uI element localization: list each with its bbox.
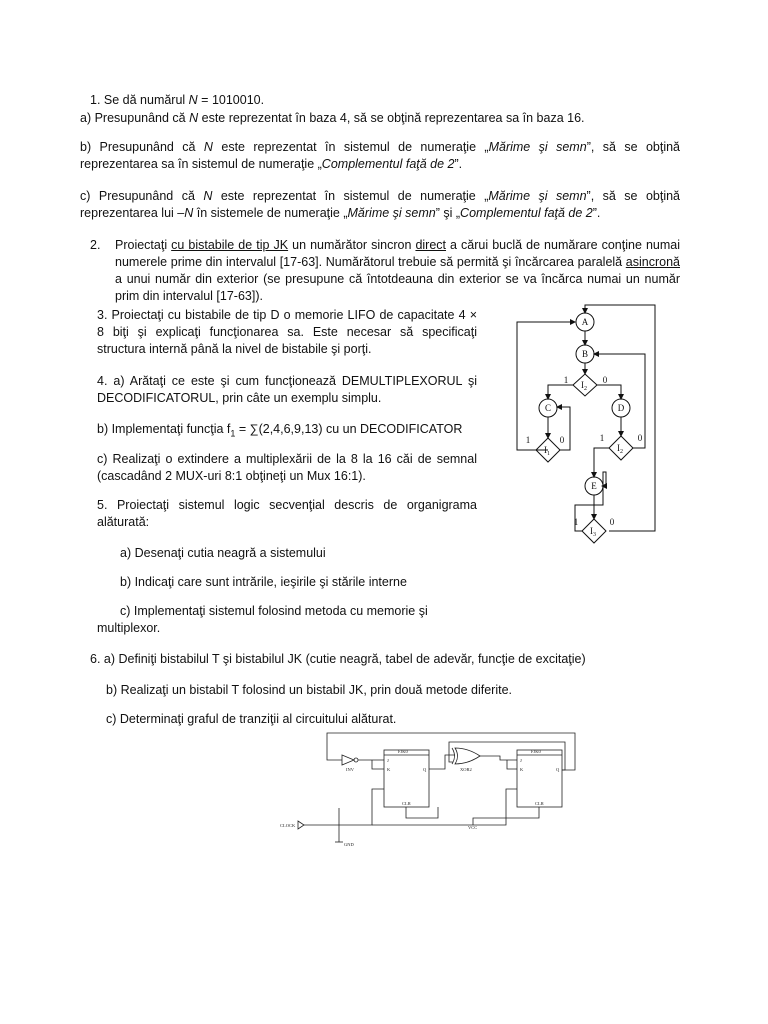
q1-statement: 1. Se dă numărul N = 1010010. [90, 93, 265, 107]
flowchart-diagram [505, 300, 690, 550]
svg-text:Q: Q [423, 767, 427, 772]
svg-text:E: E [591, 481, 597, 491]
svg-text:VCC: VCC [468, 825, 478, 830]
circuit-diagram [270, 725, 590, 850]
q5-part-c: c) Implementaţi sistemul folosind metoda cu memorie şi multiplexor. [97, 604, 428, 635]
svg-text:GND: GND [344, 842, 354, 847]
svg-text:0: 0 [602, 375, 608, 385]
svg-text:1: 1 [563, 375, 569, 385]
ff2-box [517, 750, 562, 807]
svg-text:CLR: CLR [402, 801, 411, 806]
svg-text:CLR: CLR [535, 801, 544, 806]
ff1-box [384, 750, 429, 807]
svg-text:D: D [617, 403, 625, 413]
svg-text:J: J [520, 758, 522, 763]
svg-text:K: K [520, 767, 524, 772]
svg-text:I2: $I_2$ [581, 380, 587, 392]
q1-part-b: b) Presupunând că N este reprezentat în sistemul de numeraţie „Mărime şi semn”, să se obţină reprezentarea sa în sistemul de numeraţie „Complementul faţă de 2”. [80, 140, 681, 171]
q4-part-c: c) Realizaţi o extindere a multiplexării de la 8 la 16 căi de semnal (cascadând 2 MUX-uri 8:1 obţineţi un Mux 16:1). [97, 452, 477, 483]
svg-text:CLOCK: CLOCK [280, 823, 296, 828]
svg-text:A: A [581, 317, 589, 327]
q1-part-c: c) Presupunând că N este reprezentat în sistemul de numeraţie „Mărime şi semn”, să se obţină reprezentarea lui –N în sistemele de numeraţie „Mărime şi semn” şi „Complementul faţă de 2”. [80, 189, 681, 220]
q6-part-b: b) Realizaţi un bistabil T folosind un bistabil JK, prin două metode diferite. [106, 683, 513, 697]
q4-part-a: 4. a) Arătaţi ce este şi cum funcţionează DEMULTIPLEXORUL şi DECODIFICATORUL, prin câte un exemplu simplu. [97, 374, 477, 405]
svg-text:1: 1 [599, 433, 605, 443]
svg-text:Q: Q [556, 767, 560, 772]
svg-text:XOR2: XOR2 [460, 767, 472, 772]
q5-part-a: a) Desenaţi cutia neagră a sistemului [120, 546, 326, 560]
q5-part-b: b) Indicaţi care sunt intrările, ieşirile şi stările interne [120, 575, 407, 589]
q2-number: 2. [90, 238, 101, 252]
svg-text:I3: $I_3$ [590, 526, 596, 538]
svg-text:1: 1 [573, 517, 579, 527]
q1-part-a: a) Presupunând că N este reprezentat în baza 4, să se obţină reprezentarea sa în baza 16. [80, 111, 585, 125]
q6-part-c: c) Determinaţi graful de tranziţii al circuitului alăturat. [106, 712, 397, 726]
q5-intro: 5. Proiectaţi sistemul logic secvenţial descris de organigrama alăturată: [97, 498, 477, 529]
q4-part-b: b) Implementaţi funcţia $f_1 = \sum(2,4,6,9,13)$ cu un DECODIFICATOR [97, 422, 463, 439]
svg-text:J: J [387, 758, 389, 763]
q6-part-a: 6. a) Definiţi bistabilul T şi bistabilul JK (cutie neagră, tabel de adevăr, funcţie de excitaţie) [90, 652, 586, 666]
svg-text:I2: $I_2$ [617, 443, 623, 455]
svg-text:C: C [544, 403, 552, 413]
condition-i3 [582, 519, 606, 543]
svg-text:0: 0 [609, 517, 615, 527]
svg-text:FJK0: FJK0 [531, 749, 541, 754]
svg-text:0: 0 [637, 433, 643, 443]
svg-text:B: B [581, 349, 589, 359]
inverter-gate [342, 755, 354, 765]
svg-text:INV: INV [346, 767, 354, 772]
svg-text:FJK0: FJK0 [398, 749, 408, 754]
q2-text: Proiectaţi cu bistabile de tip JK un numărător sincron direct a cărui buclă de numărare conţine numai numerele prime din intervalul [17-63]. Numărătorul trebuie să permită şi încărcarea paralelă asincronă a unui număr din exterior (se presupune că întotdeauna din exterior se va încărca numai un număr prim din intervalul [17-63]). [115, 238, 680, 303]
svg-text:K: K [387, 767, 391, 772]
xor-gate [455, 748, 480, 764]
svg-text:I1: $I_1$ [544, 445, 550, 457]
condition-i2-top [573, 374, 597, 396]
q3-text: 3. Proiectaţi cu bistabile de tip D o memorie LIFO de capacitate 4 × 8 biţi şi explicaţi funcţionarea sa. Este necesar să specificaţi structura internă până la nivel de bistabile şi porţi. [97, 308, 477, 356]
svg-text:0: 0 [559, 435, 565, 445]
svg-text:1: 1 [525, 435, 531, 445]
condition-i2 [609, 436, 633, 460]
